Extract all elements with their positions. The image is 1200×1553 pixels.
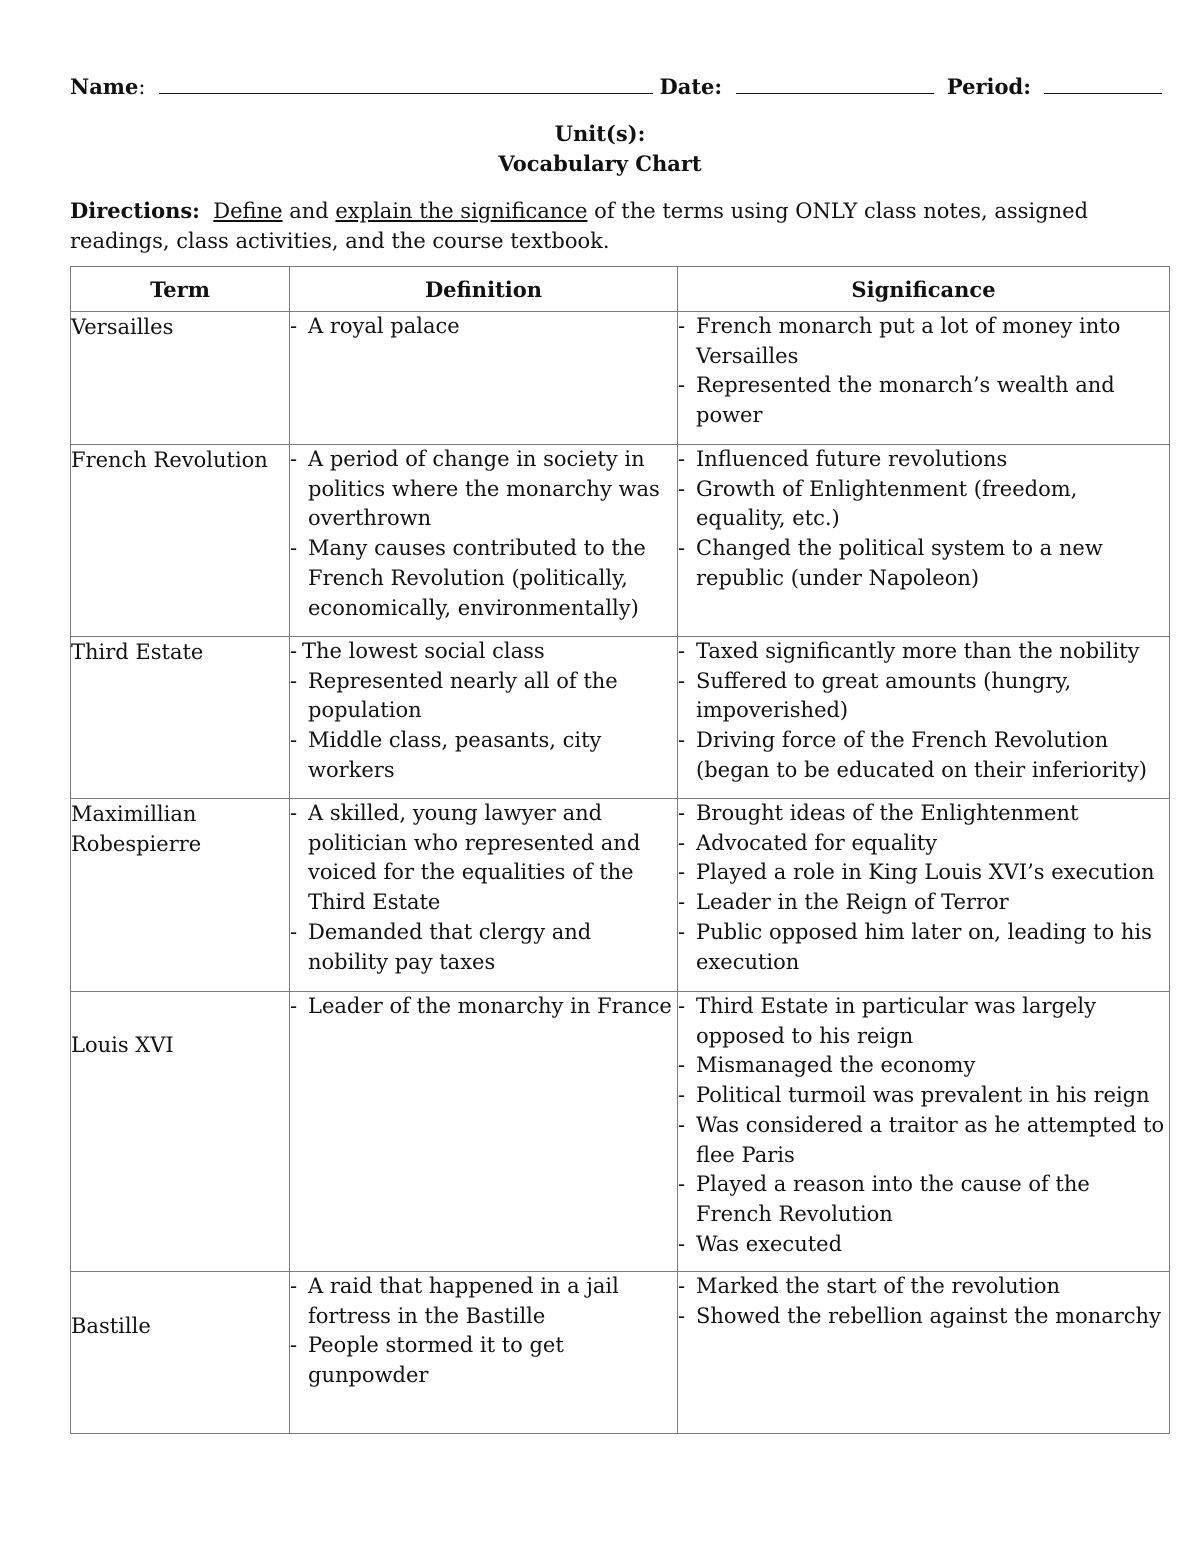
date-blank[interactable] xyxy=(736,77,934,94)
list-item: - Growth of Enlightenment (freedom, equality, etc.) xyxy=(678,475,1169,534)
definition-cell xyxy=(290,1272,678,1434)
term-cell xyxy=(71,1272,290,1434)
period-label: Period: xyxy=(946,74,1031,99)
term-cell: Third Estate xyxy=(71,637,290,799)
list-item: - A raid that happened in a jail fortress in the Bastille xyxy=(290,1272,677,1331)
definition-cell xyxy=(290,799,678,992)
page-title: Vocabulary Chart xyxy=(498,151,702,176)
list-item: - A skilled, young lawyer and politician who represented and voiced for the equalities of the Third Estate xyxy=(290,799,677,918)
term-cell: French Revolution xyxy=(71,445,290,637)
definition-cell xyxy=(290,637,678,799)
definition-list xyxy=(290,445,677,623)
list-item: - Marked the start of the revolution xyxy=(678,1272,1169,1302)
directions xyxy=(70,196,1140,256)
list-item: - Third Estate in particular was largely opposed to his reign xyxy=(678,992,1169,1051)
header-definition: Definition xyxy=(290,267,678,312)
significance-cell xyxy=(678,799,1170,992)
definition-list xyxy=(290,637,677,786)
list-item: - Driving force of the French Revolution (began to be educated on their inferiority) xyxy=(678,726,1169,785)
header-fields: Name: Date: Period: xyxy=(70,74,1130,99)
list-item: - Leader of the monarchy in France xyxy=(290,992,677,1022)
table-header-row xyxy=(71,267,1170,312)
list-item: - A period of change in society in politics where the monarchy was overthrown xyxy=(290,445,677,534)
term-cell: Maximillian Robespierre xyxy=(71,799,290,992)
list-item: - Influenced future revolutions xyxy=(678,445,1169,475)
vocabulary-table xyxy=(70,266,1170,1434)
term-cell: Versailles xyxy=(71,312,290,445)
directions-define: Define xyxy=(213,199,283,223)
table-row xyxy=(71,1272,1170,1434)
significance-list xyxy=(678,312,1169,431)
list-item: - Was executed xyxy=(678,1230,1169,1260)
header-significance: Significance xyxy=(678,267,1170,312)
table-row xyxy=(71,312,1170,445)
list-item: - Taxed significantly more than the nobility xyxy=(678,637,1169,667)
significance-cell xyxy=(678,312,1170,445)
name-label: Name xyxy=(70,74,139,99)
definition-cell xyxy=(290,992,678,1272)
definition-list xyxy=(290,312,677,342)
list-item: - Was considered a traitor as he attempted to flee Paris xyxy=(678,1111,1169,1170)
period-blank[interactable] xyxy=(1044,77,1162,94)
significance-cell xyxy=(678,992,1170,1272)
list-item: - Showed the rebellion against the monarchy xyxy=(678,1302,1169,1332)
significance-cell xyxy=(678,637,1170,799)
table-row xyxy=(71,445,1170,637)
units-title: Unit(s): xyxy=(554,121,646,146)
significance-list xyxy=(678,1272,1169,1331)
list-item: - Suffered to great amounts (hungry, impoverished) xyxy=(678,667,1169,726)
directions-rest: of the terms using ONLY class notes, assigned readings, class activities, and the course textbook. xyxy=(70,199,1089,253)
list-item: - Demanded that clergy and nobility pay taxes xyxy=(290,918,677,977)
list-item: - Leader in the Reign of Terror xyxy=(678,888,1169,918)
table-row xyxy=(71,992,1170,1272)
name-blank[interactable] xyxy=(159,77,653,94)
list-item: - Brought ideas of the Enlightenment xyxy=(678,799,1169,829)
definition-list xyxy=(290,799,677,977)
directions-label: Directions: xyxy=(70,198,200,223)
list-item: - Represented the monarch’s wealth and power xyxy=(678,371,1169,430)
definition-cell xyxy=(290,312,678,445)
significance-cell xyxy=(678,1272,1170,1434)
table-row xyxy=(71,799,1170,992)
table-row xyxy=(71,637,1170,799)
header-term: Term xyxy=(71,267,290,312)
significance-list xyxy=(678,445,1169,594)
definition-list xyxy=(290,992,677,1022)
definition-list xyxy=(290,1272,677,1391)
directions-and: and xyxy=(282,199,336,223)
term-text: Bastille xyxy=(71,1314,151,1338)
list-item: - Public opposed him later on, leading to his execution xyxy=(678,918,1169,977)
list-item: - Played a reason into the cause of the French Revolution xyxy=(678,1170,1169,1229)
list-item: - Mismanaged the economy xyxy=(678,1051,1169,1081)
list-item: - Middle class, peasants, city workers xyxy=(290,726,677,785)
directions-explain: explain the significance xyxy=(335,199,588,223)
list-item: - Represented nearly all of the population xyxy=(290,667,677,726)
date-label: Date: xyxy=(659,74,723,99)
list-item: - Played a role in King Louis XVI’s execution xyxy=(678,858,1169,888)
list-item: - A royal palace xyxy=(290,312,677,342)
list-item: - Many causes contributed to the French Revolution (politically, economically, environmentally) xyxy=(290,534,677,623)
list-item: - People stormed it to get gunpowder xyxy=(290,1331,677,1390)
significance-list xyxy=(678,637,1169,786)
definition-cell xyxy=(290,445,678,637)
term-text: Louis XVI xyxy=(71,1033,174,1057)
significance-list xyxy=(678,799,1169,977)
list-item: - French monarch put a lot of money into Versailles xyxy=(678,312,1169,371)
list-item: - Political turmoil was prevalent in his reign xyxy=(678,1081,1169,1111)
significance-cell xyxy=(678,445,1170,637)
list-item: - Advocated for equality xyxy=(678,829,1169,859)
list-item: - The lowest social class xyxy=(290,637,677,667)
term-cell xyxy=(71,992,290,1272)
list-item: - Changed the political system to a new republic (under Napoleon) xyxy=(678,534,1169,593)
significance-list xyxy=(678,992,1169,1259)
